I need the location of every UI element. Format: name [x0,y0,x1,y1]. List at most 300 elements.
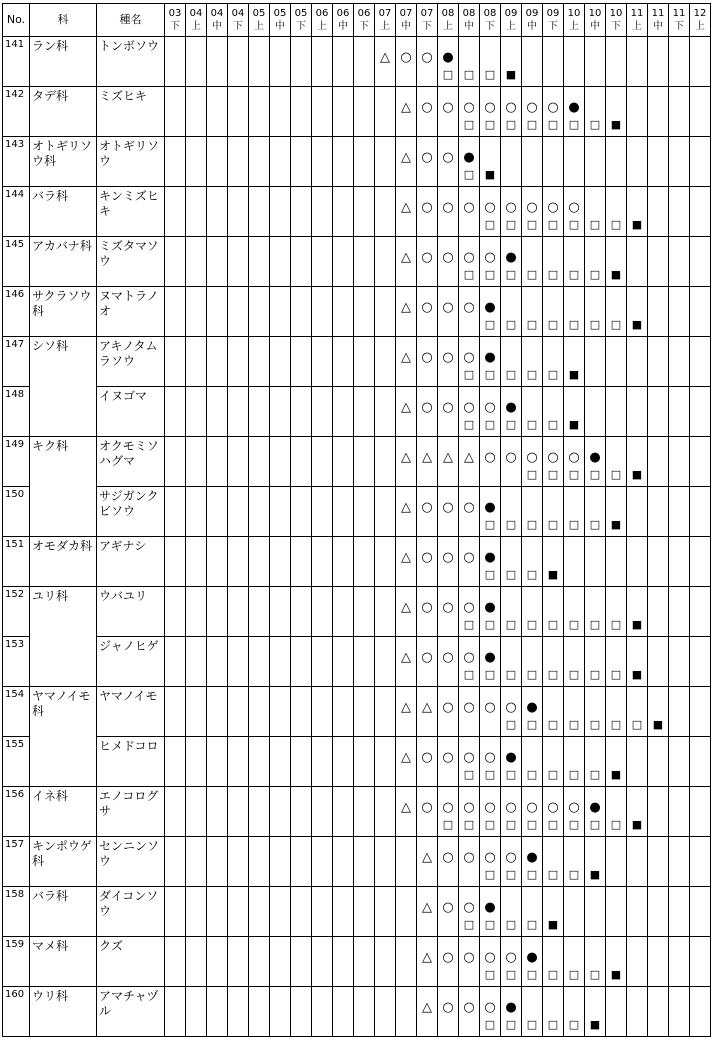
fruiting-mark: □ [568,468,580,481]
row-number: 150 [3,487,30,537]
period-cell [333,387,354,437]
fruiting-mark: □ [526,268,538,281]
period-cell [627,437,648,487]
period-cell [291,837,312,887]
period-cell [648,37,669,87]
fruiting-mark: ■ [610,118,622,131]
period-cell [501,437,522,487]
period-cell [648,687,669,737]
period-cell [207,187,228,237]
period-cell [249,937,270,987]
fruiting-mark: □ [568,1018,580,1031]
period-header [207,4,228,37]
fruiting-mark: □ [568,718,580,731]
period-cell [606,687,627,737]
flowering-mark: △ [401,500,411,515]
fruiting-mark: □ [589,768,601,781]
fruiting-mark: □ [568,218,580,231]
fruiting-mark: □ [547,468,559,481]
period-cell [522,187,543,237]
period-cell [459,37,480,87]
flowering-mark: △ [422,1000,432,1015]
period-cell [207,887,228,937]
flowering-mark: ○ [442,650,454,665]
flowering-mark: ○ [484,100,496,115]
period-cell [438,487,459,537]
period-cell [606,87,627,137]
period-cell [690,287,711,337]
period-header [417,4,438,37]
fruiting-mark: □ [505,618,517,631]
period-cell [354,937,375,987]
flowering-mark: ○ [442,900,454,915]
period-cell [690,687,711,737]
period-header [249,4,270,37]
period-cell [480,737,501,787]
flowering-mark: ○ [568,200,580,215]
table-row [3,37,711,87]
species-name: ダイコンソウ [97,887,165,937]
period-cell [312,287,333,337]
period-cell [249,337,270,387]
family-name: ウリ科 [30,987,97,1037]
table-row [3,637,711,687]
period-cell [354,637,375,687]
period-cell [522,787,543,837]
period-month: 06 [336,8,350,19]
period-cell [333,887,354,937]
period-cell [669,237,690,287]
period-cell [522,537,543,587]
period-cell [354,787,375,837]
fruiting-mark: □ [547,418,559,431]
period-cell [333,437,354,487]
fruiting-mark: □ [484,218,496,231]
period-cell [543,487,564,537]
period-cell [585,37,606,87]
period-header [501,4,522,37]
period-cell [669,937,690,987]
period-cell [291,587,312,637]
flowering-mark: ● [526,700,538,715]
period-cell [564,287,585,337]
period-cell [417,187,438,237]
period-cell [291,737,312,787]
period-cell [501,937,522,987]
period-cell [417,637,438,687]
period-cell [228,37,249,87]
row-number: 143 [3,137,30,187]
period-cell [543,587,564,637]
fruiting-mark: □ [505,918,517,931]
period-cell [396,37,417,87]
period-cell [375,987,396,1037]
period-cell [564,587,585,637]
flowering-mark: ○ [463,900,475,915]
fruiting-mark: □ [505,368,517,381]
flowering-mark: ○ [505,700,517,715]
period-cell [585,87,606,137]
table-row [3,337,711,387]
period-cell [480,387,501,437]
period-cell [270,737,291,787]
period-cell [564,987,585,1037]
period-cell [417,837,438,887]
period-part: 中 [590,21,600,32]
period-cell [690,987,711,1037]
fruiting-mark: □ [589,318,601,331]
period-cell [648,737,669,787]
period-cell [396,687,417,737]
period-month: 07 [420,8,434,19]
period-cell [627,137,648,187]
period-cell [396,937,417,987]
fruiting-mark: □ [526,618,538,631]
period-cell [543,237,564,287]
period-cell [438,37,459,87]
period-cell [165,487,186,537]
period-cell [270,137,291,187]
period-cell [627,487,648,537]
period-cell [501,737,522,787]
period-part: 中 [527,21,537,32]
period-cell [501,837,522,887]
species-name: イヌゴマ [97,387,165,437]
period-cell [648,587,669,637]
species-name: ヌマトラノオ [97,287,165,337]
period-cell [270,487,291,537]
fruiting-mark: □ [526,768,538,781]
species-name: ウバユリ [97,587,165,637]
period-cell [543,637,564,687]
period-cell [543,787,564,837]
period-cell [438,837,459,887]
period-cell [249,537,270,587]
period-cell [375,387,396,437]
period-cell [207,487,228,537]
period-cell [585,637,606,687]
period-cell [249,187,270,237]
period-cell [648,187,669,237]
table-row [3,237,711,287]
period-cell [522,887,543,937]
period-cell [270,87,291,137]
period-cell [312,187,333,237]
flowering-mark: ○ [442,1000,454,1015]
period-cell [585,337,606,387]
period-cell [312,787,333,837]
period-part: 下 [422,21,432,32]
period-cell [543,187,564,237]
row-number: 160 [3,987,30,1037]
fruiting-mark: □ [610,318,622,331]
period-cell [522,937,543,987]
fruiting-mark: ■ [547,568,559,581]
flowering-mark: ○ [421,150,433,165]
fruiting-mark: □ [526,568,538,581]
flowering-mark: ○ [484,950,496,965]
period-cell [291,137,312,187]
period-cell [480,287,501,337]
period-cell [690,637,711,687]
period-cell [249,137,270,187]
period-cell [627,337,648,387]
period-cell [333,687,354,737]
period-cell [669,187,690,237]
period-part: 下 [485,21,495,32]
family-name: オトギリソウ科 [30,137,97,187]
fruiting-mark: □ [547,768,559,781]
period-header [396,4,417,37]
period-cell [585,287,606,337]
flowering-mark: △ [401,450,411,465]
period-cell [606,37,627,87]
period-cell [690,587,711,637]
period-cell [606,887,627,937]
period-cell [522,687,543,737]
period-cell [270,837,291,887]
flowering-mark: △ [422,900,432,915]
period-cell [627,937,648,987]
period-cell [207,337,228,387]
period-cell [249,837,270,887]
flowering-mark: ○ [421,100,433,115]
period-cell [501,237,522,287]
fruiting-mark: □ [589,268,601,281]
period-cell [585,837,606,887]
period-cell [249,887,270,937]
period-cell [291,637,312,687]
period-cell [690,787,711,837]
family-name: ユリ科 [30,587,97,687]
period-cell [648,287,669,337]
species-name: キンミズヒキ [97,187,165,237]
period-cell [333,137,354,187]
flowering-mark: ○ [421,500,433,515]
period-cell [438,387,459,437]
period-cell [648,87,669,137]
flowering-mark: ○ [442,700,454,715]
period-month: 10 [609,8,623,19]
flowering-mark: ○ [400,50,412,65]
period-cell [627,87,648,137]
flowering-mark: △ [422,850,432,865]
fruiting-mark: ■ [631,318,643,331]
period-header [543,4,564,37]
flowering-mark: ○ [442,600,454,615]
flowering-mark: ● [505,250,517,265]
period-cell [480,237,501,287]
period-cell [165,37,186,87]
species-name: ミズヒキ [97,87,165,137]
fruiting-mark: □ [442,818,454,831]
table-row [3,187,711,237]
period-cell [375,337,396,387]
flowering-mark: ○ [463,200,475,215]
period-cell [207,937,228,987]
period-cell [669,737,690,787]
period-cell [333,537,354,587]
period-cell [354,187,375,237]
fruiting-mark: □ [568,268,580,281]
period-cell [207,587,228,637]
flowering-mark: ○ [484,250,496,265]
period-cell [606,237,627,287]
header-row [3,4,711,37]
period-cell [165,287,186,337]
period-cell [438,887,459,937]
period-cell [690,87,711,137]
period-cell [396,637,417,687]
flowering-mark: ○ [505,100,517,115]
period-cell [228,987,249,1037]
period-cell [354,137,375,187]
period-cell [690,337,711,387]
table-row [3,887,711,937]
period-cell [606,837,627,887]
period-cell [228,937,249,987]
period-cell [312,537,333,587]
fruiting-mark: □ [526,868,538,881]
flowering-mark: ○ [421,800,433,815]
period-cell [459,737,480,787]
flowering-mark: ○ [442,150,454,165]
flowering-mark: ○ [568,450,580,465]
period-cell [522,987,543,1037]
table-row [3,837,711,887]
family-name: タデ科 [30,87,97,137]
period-cell [312,237,333,287]
period-cell [270,437,291,487]
fruiting-mark: □ [484,418,496,431]
fruiting-mark: □ [463,768,475,781]
period-cell [186,137,207,187]
period-header [270,4,291,37]
period-cell [354,87,375,137]
fruiting-mark: □ [589,618,601,631]
header-species: 種名 [97,4,165,37]
fruiting-mark: ■ [589,1018,601,1031]
period-cell [417,337,438,387]
species-name: アキノタムラソウ [97,337,165,387]
period-cell [564,87,585,137]
period-cell [375,37,396,87]
fruiting-mark: ■ [589,868,601,881]
period-cell [648,337,669,387]
flowering-mark: ○ [484,800,496,815]
period-cell [270,937,291,987]
flowering-mark: ○ [442,800,454,815]
flowering-mark: △ [401,700,411,715]
fruiting-mark: □ [547,868,559,881]
fruiting-mark: □ [547,118,559,131]
period-cell [480,37,501,87]
period-cell [375,687,396,737]
period-cell [501,137,522,187]
table-row [3,487,711,537]
period-cell [480,837,501,887]
flowering-mark: ● [589,800,601,815]
flowering-mark: ○ [463,1000,475,1015]
period-cell [564,537,585,587]
flowering-mark: ○ [568,800,580,815]
flowering-mark: ○ [463,300,475,315]
flowering-mark: △ [380,50,390,65]
table-row [3,937,711,987]
flowering-mark: ● [526,850,538,865]
period-cell [438,337,459,387]
period-cell [438,87,459,137]
period-cell [690,837,711,887]
period-cell [564,237,585,287]
period-cell [522,37,543,87]
period-cell [522,237,543,287]
period-cell [648,837,669,887]
period-cell [690,137,711,187]
period-cell [690,437,711,487]
period-cell [522,437,543,487]
period-cell [270,387,291,437]
family-name: イネ科 [30,787,97,837]
period-month: 08 [462,8,476,19]
fruiting-mark: □ [463,68,475,81]
period-month: 11 [672,8,686,19]
period-cell [690,237,711,287]
period-cell [438,187,459,237]
fruiting-mark: □ [526,318,538,331]
period-cell [627,237,648,287]
period-cell [396,737,417,787]
period-cell [333,737,354,787]
flowering-mark: ○ [442,500,454,515]
period-header [375,4,396,37]
period-cell [375,237,396,287]
flowering-mark: ● [568,100,580,115]
period-cell [396,137,417,187]
fruiting-mark: □ [484,368,496,381]
period-cell [186,387,207,437]
period-cell [312,837,333,887]
flowering-mark: ○ [421,250,433,265]
period-cell [186,787,207,837]
family-name: ラン科 [30,37,97,87]
fruiting-mark: □ [505,668,517,681]
period-cell [543,137,564,187]
period-cell [459,637,480,687]
period-cell [291,187,312,237]
species-name: オクモミソハグマ [97,437,165,487]
period-cell [627,637,648,687]
period-cell [312,387,333,437]
table-row [3,587,711,637]
species-name: ジャノヒゲ [97,637,165,687]
period-cell [312,987,333,1037]
period-cell [228,687,249,737]
fruiting-mark: □ [610,468,622,481]
period-header [228,4,249,37]
fruiting-mark: □ [463,118,475,131]
period-header [648,4,669,37]
period-cell [249,687,270,737]
period-cell [543,387,564,437]
fruiting-mark: □ [610,718,622,731]
fruiting-mark: □ [505,318,517,331]
period-cell [669,537,690,587]
period-cell [480,887,501,937]
fruiting-mark: □ [505,418,517,431]
period-cell [186,937,207,987]
flowering-mark: ● [505,1000,517,1015]
